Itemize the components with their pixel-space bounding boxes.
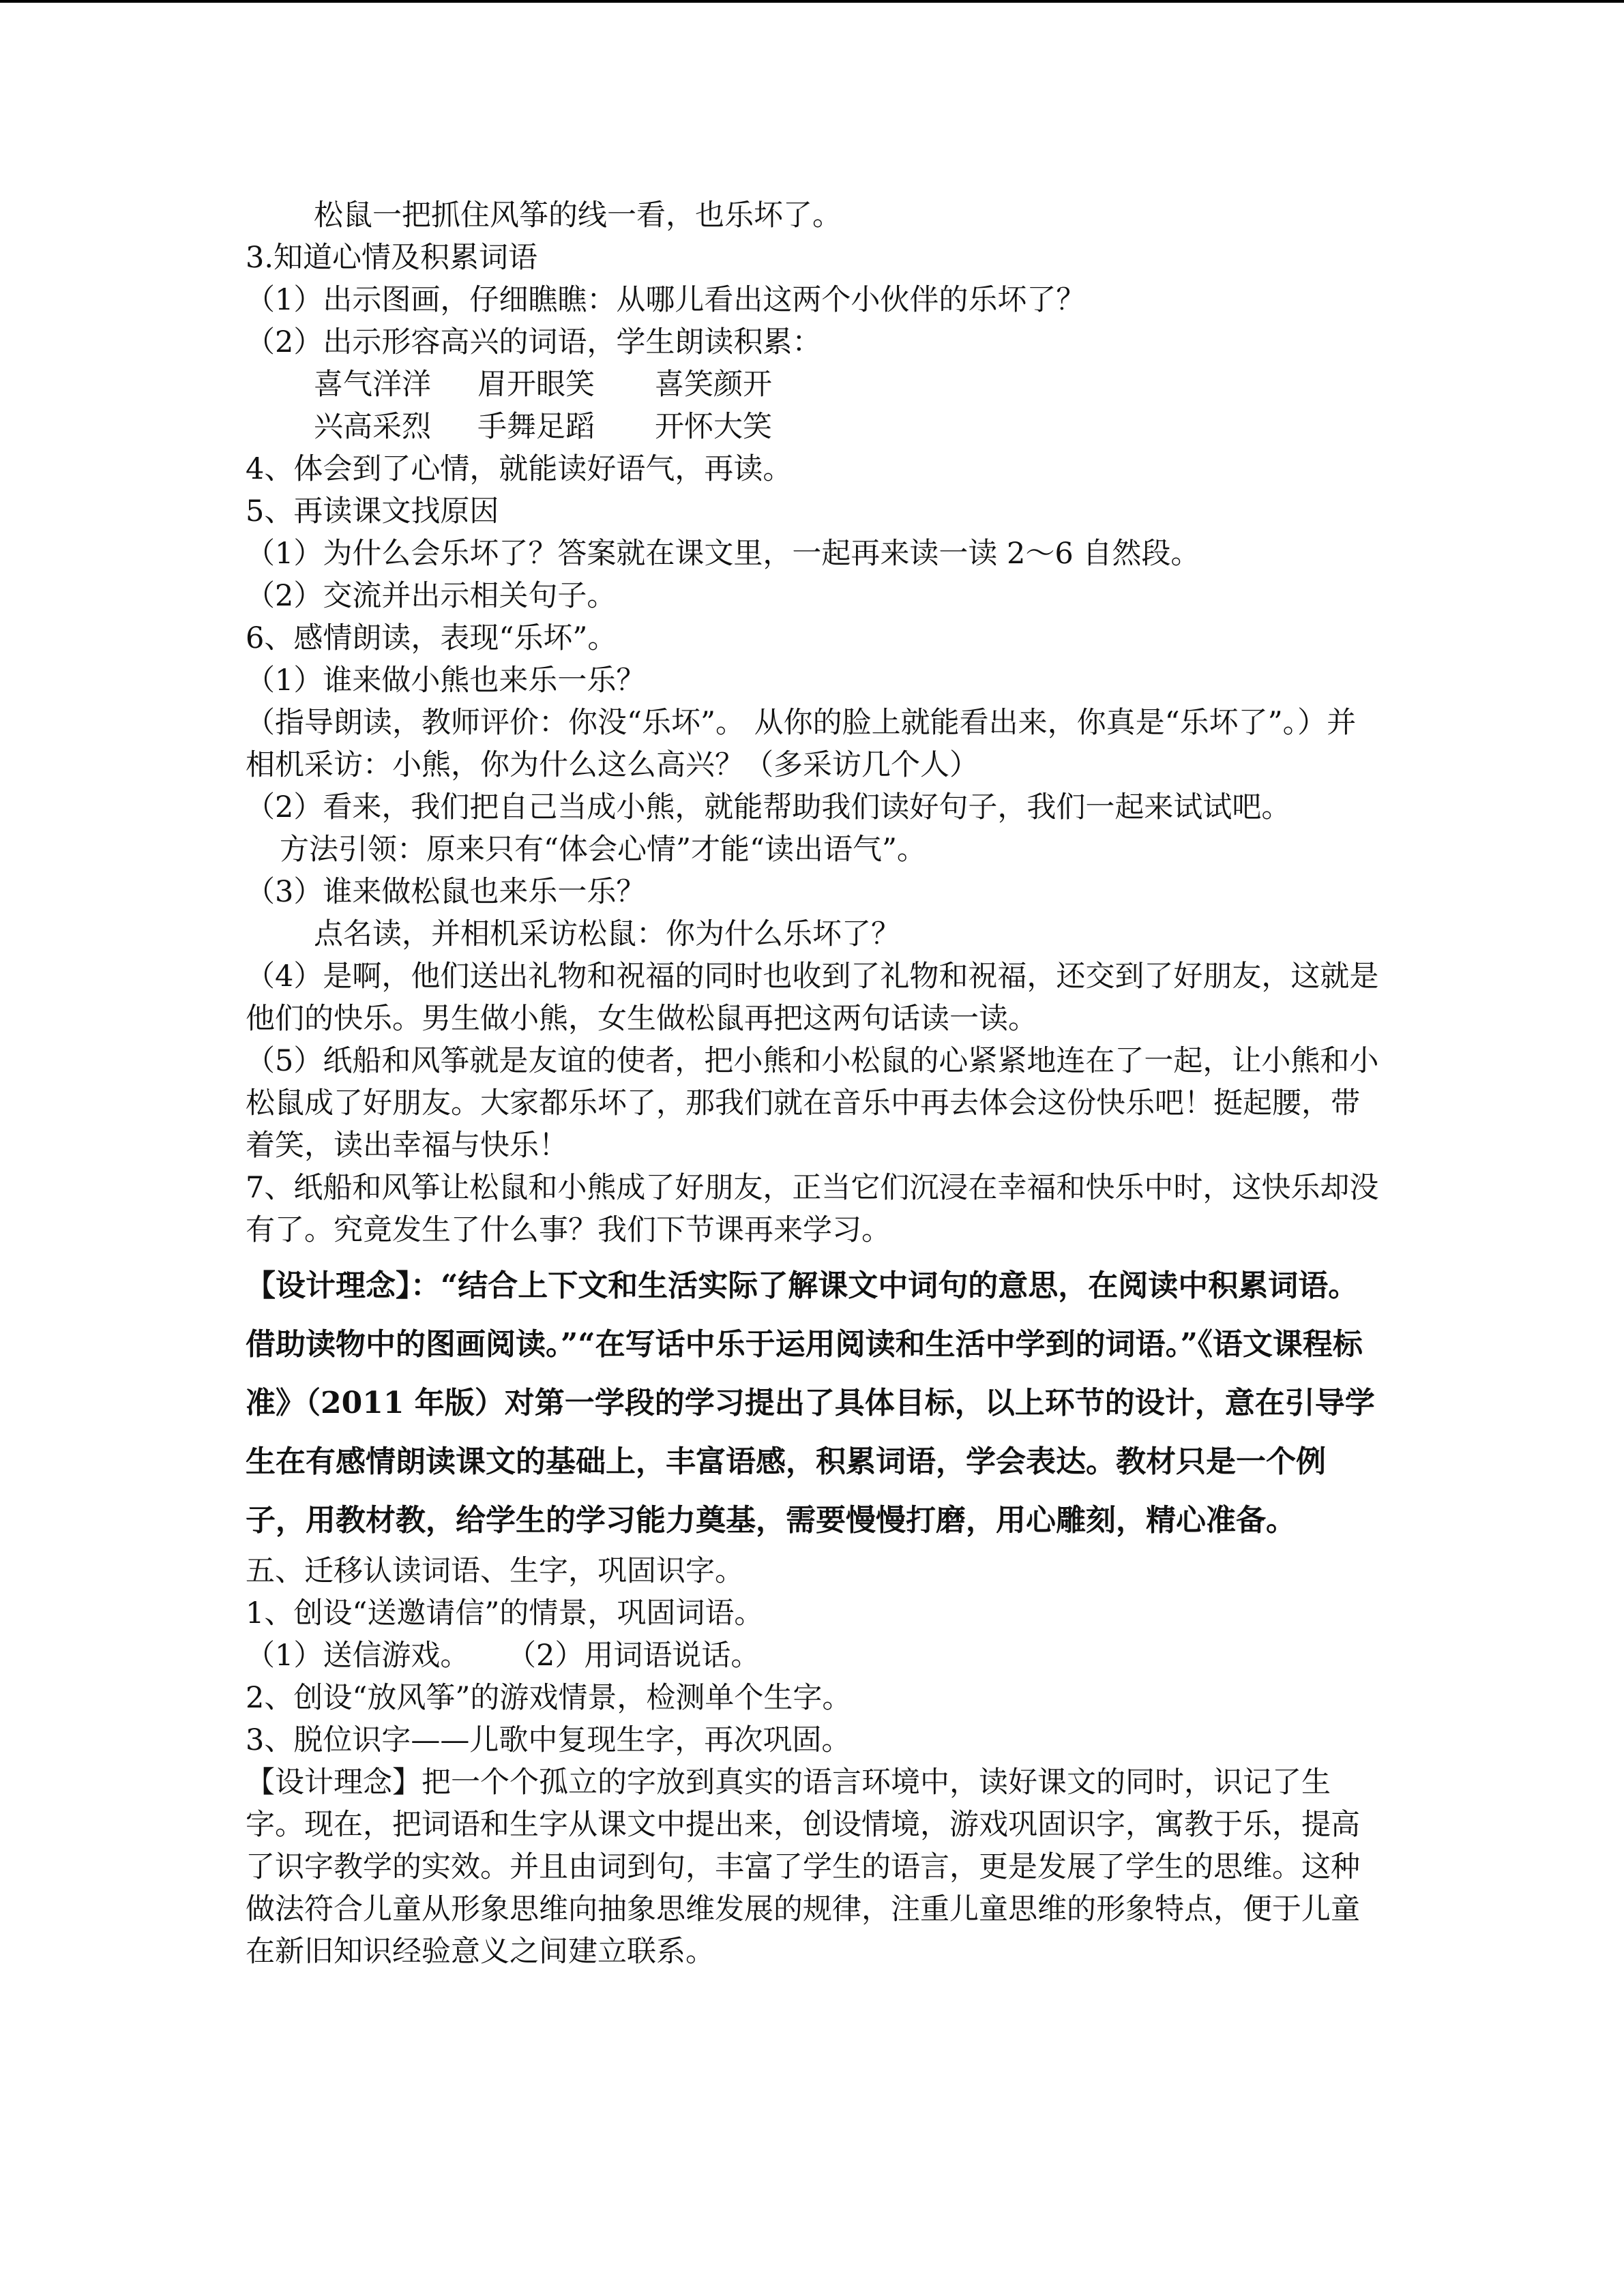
section-heading: 6、感情朗读，表现“乐坏”。 <box>246 621 617 655</box>
section-heading: 4、体会到了心情，就能读好语气，再读。 <box>246 452 793 486</box>
paragraph: 3、脱位识字——儿歌中复现生字，再次巩固。 <box>246 1723 851 1757</box>
word: 手舞足蹈 <box>477 410 595 444</box>
document-page <box>246 194 1385 1973</box>
word-row-1 <box>246 363 1385 406</box>
word: 喜笑颜开 <box>655 368 772 402</box>
paragraph: 方法引领：原来只有“体会心情”才能“读出语气”。 <box>280 833 926 867</box>
paragraph: （5）纸船和风筝就是友谊的使者，把小熊和小松鼠的心紧紧地连在了一起，让小熊和小松鼠成了好朋友。大家都乐坏了，那我们就在音乐中再去体会这份快乐吧！挺起腰，带着笑，读出幸福与快乐！ <box>246 1044 1379 1163</box>
paragraph: （2）看来，我们把自己当成小熊，就能帮助我们读好句子，我们一起来试试吧。 <box>246 790 1291 824</box>
paragraph: （1）出示图画，仔细瞧瞧：从哪儿看出这两个小伙伴的乐坏了？ <box>246 283 1086 317</box>
page-top-border <box>0 0 1624 3</box>
word: 开怀大笑 <box>655 410 772 444</box>
paragraph: （指导朗读，教师评价：你没“乐坏”。 从你的脸上就能看出来，你真是“乐坏了”。）并相机采访：小熊，你为什么这么高兴？（多采访几个人） <box>246 706 1357 782</box>
word-row-2 <box>246 406 1385 448</box>
section-heading: 五、迁移认读词语、生字，巩固识字。 <box>246 1554 744 1588</box>
design-concept-paragraph-2: 【设计理念】把一个个孤立的字放到真实的语言环境中，读好课文的同时，识记了生字。现在，把词语和生字从课文中提出来，创设情境，游戏巩固识字，寓教于乐，提高了识字教学的实效。并且由词到句，丰富了学生的语言，更是发展了学生的思维。这种做法符合儿童从形象思维向抽象思维发展的规律，注重儿童思维的形象特点，便于儿童在新旧知识经验意义之间建立联系。 <box>246 1765 1360 1969</box>
word: 眉开眼笑 <box>477 368 595 402</box>
paragraph: 7、纸船和风筝让松鼠和小熊成了好朋友，正当它们沉浸在幸福和快乐中时，这快乐却没有了。究竟发生了什么事？我们下节课再来学习。 <box>246 1171 1379 1247</box>
section-heading: 5、再读课文找原因 <box>246 494 499 528</box>
design-concept-block <box>246 1257 1385 1550</box>
paragraph: （3）谁来做松鼠也来乐一乐？ <box>246 875 646 909</box>
paragraph: （2）交流并出示相关句子。 <box>246 579 617 613</box>
paragraph: （1）谁来做小熊也来乐一乐？ <box>246 664 646 698</box>
section-heading: 3.知道心情及积累词语 <box>246 241 538 275</box>
paragraph: 1、创设“送邀请信”的情景，巩固词语。 <box>246 1596 764 1630</box>
paragraph: （1）送信游戏。 （2）用词语说话。 <box>246 1639 761 1673</box>
paragraph: （1）为什么会乐坏了？答案就在课文里，一起再来读一读 2～6 自然段。 <box>246 537 1200 571</box>
paragraph: 点名读，并相机采访松鼠：你为什么乐坏了？ <box>314 917 900 951</box>
word: 兴高采烈 <box>314 410 431 444</box>
word: 喜气洋洋 <box>314 368 431 402</box>
paragraph: （4）是啊，他们送出礼物和祝福的同时也收到了礼物和祝福，还交到了好朋友，这就是他们的快乐。男生做小熊，女生做松鼠再把这两句话读一读。 <box>246 959 1379 1036</box>
paragraph: （2）出示形容高兴的词语，学生朗读积累： <box>246 325 822 359</box>
design-concept-paragraph: 【设计理念】：“结合上下文和生活实际了解课文中词句的意思，在阅读中积累词语。借助读物中的图画阅读。”“在写话中乐于运用阅读和生活中学到的词语。”《语文课程标准》（2011 年版）对第一学段的学习提出了具体目标，以上环节的设计，意在引导学生在有感情朗读课文的基础上，丰富语感，积累词语，学会表达。教材只是一个例子，用教材教，给学生的学习能力奠基，需要慢慢打磨，用心雕刻，精心准备。 <box>246 1268 1375 1538</box>
paragraph: 松鼠一把抓住风筝的线一看，也乐坏了。 <box>314 198 842 233</box>
paragraph: 2、创设“放风筝”的游戏情景，检测单个生字。 <box>246 1681 852 1715</box>
